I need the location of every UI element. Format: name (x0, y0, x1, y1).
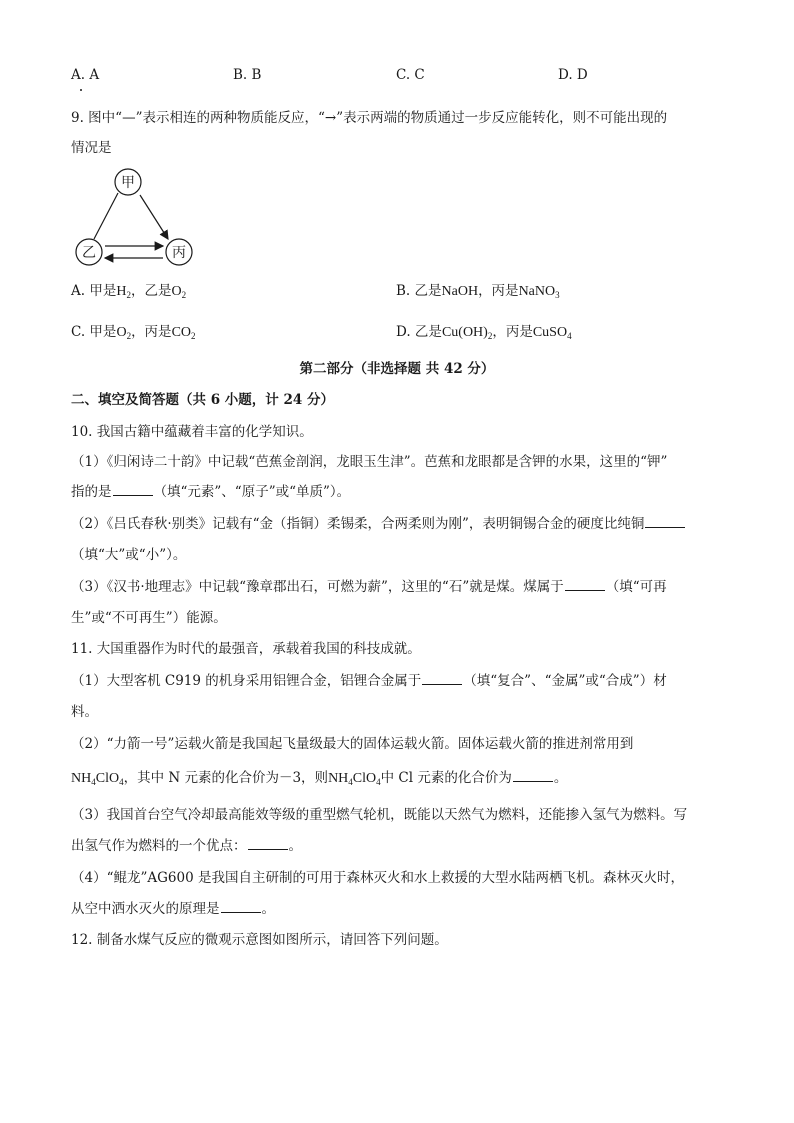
q11-part1-line2: 料。 (71, 704, 98, 720)
node-bing-label: 丙 (172, 245, 186, 261)
q11-part2-line1: （2）“力箭一号”运载火箭是我国起飞量级最大的固体运载火箭。固体运载火箭的推进剂常用到 (71, 736, 634, 752)
q8-option-b: B. B (233, 67, 262, 83)
q8-option-a: A. A (71, 67, 100, 83)
q9-option-a: A. 甲是$H_2$，乙是$O_2$ (71, 283, 187, 300)
q11-part4-line2: 从空中洒水灭火的原理是 。 (71, 901, 275, 917)
answer-blank[interactable] (565, 589, 605, 591)
q10-part1-line1: （1）《归闲诗二十韵》中记载“芭蕉金剖润，龙眼玉生津”。芭蕉和龙眼都是含钾的水果，这里的“钾” (71, 454, 668, 470)
q10-part3-line2: 生”或“不可再生”）能源。 (71, 610, 227, 626)
q11-part1-line1: （1）大型客机 C919 的机身采用铝锂合金，铝锂合金属于 （填“复合”、“金属”或“合成”）材 (71, 673, 667, 689)
q10-part1-line2: 指的是 （填“元素”、“原子”或“单质”）。 (71, 484, 351, 500)
q9-option-d: D. 乙是$Cu(OH)_2$，丙是CuSO$_4$ (396, 324, 572, 341)
q12-stem: 12. 制备水煤气反应的微观示意图如图所示，请回答下列问题。 (71, 932, 448, 948)
node-yi-label: 乙 (82, 245, 96, 261)
answer-blank[interactable] (248, 848, 288, 850)
answer-blank[interactable] (645, 526, 685, 528)
q10-part2-line2: （填“大”或“小”）。 (71, 547, 187, 563)
q10-stem: 10. 我国古籍中蕴藏着丰富的化学知识。 (71, 424, 313, 440)
node-jia-label: 甲 (121, 175, 135, 191)
q11-part4-line1: （4）“鲲龙”AG600 是我国自主研制的可用于森林灭火和水上救援的大型水陆两栖飞机。森林灭火时， (71, 870, 684, 886)
q10-part3-line1: （3）《汉书·地理志》中记载“豫章郡出石，可燃为薪”，这里的“石”就是煤。煤属于 （填“可再 (71, 579, 667, 595)
emphasis-dot (80, 89, 82, 91)
q10-part2-line1: （2）《吕氏春秋·别类》记载有“金（指铜）柔锡柔，合两柔则为刚”，表明铜锡合金的硬度比纯铜 (71, 514, 686, 534)
part2-title: 第二部分（非选择题 共 42 分） (299, 361, 495, 377)
section2-heading: 二、填空及简答题（共 6 小题，计 24 分） (71, 392, 334, 408)
q11-stem: 11. 大国重器作为时代的最强音，承载着我国的科技成就。 (71, 641, 421, 657)
answer-blank[interactable] (422, 683, 462, 685)
q11-part3-line2: 出氢气作为燃料的一个优点： 。 (71, 838, 302, 854)
q9-stem-line1: 9. 图中“—”表示相连的两种物质能反应，“→”表示两端的物质通过一步反应能转化，则不可能出现的 (71, 110, 668, 126)
line-jia-yi (94, 193, 118, 239)
answer-blank[interactable] (113, 494, 153, 496)
q9-reaction-diagram (60, 165, 210, 270)
answer-blank[interactable] (513, 780, 553, 782)
arrow-jia-to-bing (140, 195, 168, 239)
q9-stem-line2: 情况是 (71, 140, 112, 156)
q11-part2-line2: $NH_4ClO_4$，其中 N 元素的化合价为－3，则$NH_4ClO_4$中 Cl 元素的化合价为 。 (71, 770, 568, 787)
q11-part3-line1: （3）我国首台空气冷却最高能效等级的重型燃气轮机，既能以天然气为燃料，还能掺入氢气为燃料。写 (71, 807, 688, 823)
q8-option-d: D. D (558, 67, 588, 83)
answer-blank[interactable] (221, 911, 261, 913)
q8-option-c: C. C (396, 67, 425, 83)
q9-option-c: C. 甲是$O_2$，丙是$CO_2$ (71, 324, 196, 341)
q9-option-b: B. 乙是NaOH，丙是NaNO$_3$ (396, 283, 560, 300)
